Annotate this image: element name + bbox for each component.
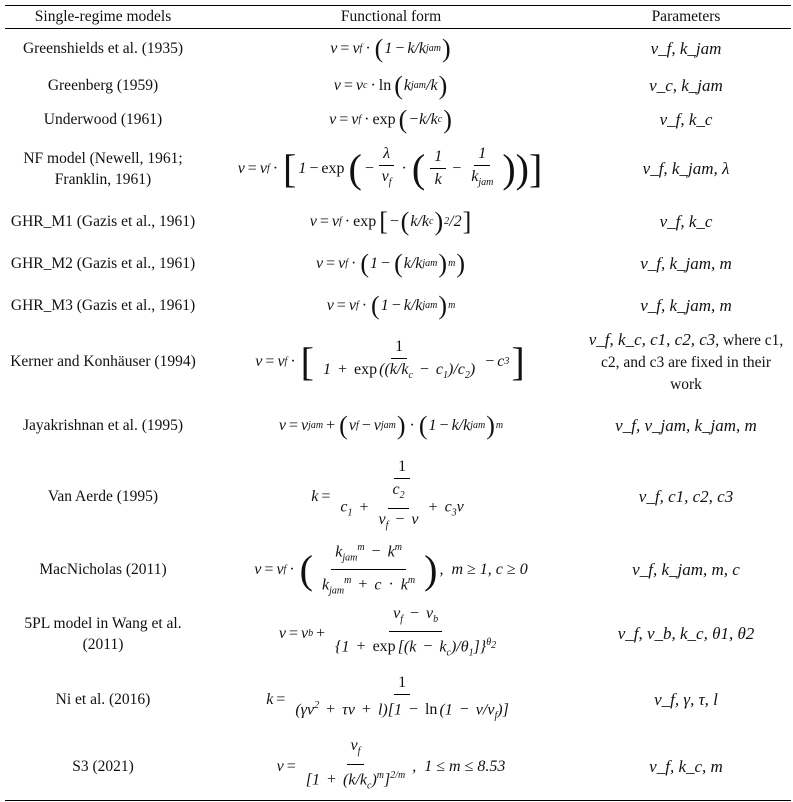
model-name: Underwood (1961)	[43, 111, 163, 128]
model-name: GHR_M2 (Gazis et al., 1961)	[10, 255, 196, 272]
table-row	[5, 667, 791, 733]
model-params: v_f, k_jam	[650, 39, 722, 59]
formula-van-aerde: k = 1 $c_1$ + $\frac{c_2}{v_f - v}$ + $c_3v$	[311, 458, 464, 531]
table-row	[5, 455, 791, 539]
model-params-note: , where c1, c2, and c3 are fixed in their work	[601, 331, 784, 393]
model-params: v_f, γ, τ, l	[654, 690, 718, 710]
model-name: MacNicholas (2011)	[39, 561, 167, 579]
model-params: v_f, v_b, k_c, θ1, θ2	[617, 624, 755, 644]
table-row	[5, 201, 791, 243]
s3-condition: 1 ≤ m ≤ 8.53	[424, 757, 506, 775]
model-params: v_c, k_jam	[649, 76, 723, 95]
header-parameters: Parameters	[581, 6, 791, 29]
model-params: v_f, k_c, c1, c2, c3	[588, 329, 716, 349]
model-params: v_f, k_jam, λ	[642, 159, 730, 178]
model-name: S3 (2021)	[5, 733, 201, 801]
table-row	[5, 733, 791, 801]
header-row	[5, 6, 791, 29]
table-row	[5, 103, 791, 137]
model-params: v_f, k_jam, m	[640, 296, 732, 315]
model-name: Greenshields et al. (1935)	[22, 40, 184, 58]
model-params: v_f, k_c, m	[581, 733, 791, 801]
formula-ghr-m2: v = v f · ( 1 − ( k/k jam ) m )	[316, 248, 465, 278]
formula-kerner-konhauser: v = v f · [ $\frac{1}{1 + \exp ((k/k_c - c_1)/c_2)}$ − c 3 ]	[255, 337, 525, 384]
model-params-cell	[581, 327, 791, 397]
formula-nf-model: v = v f · [ 1 − exp ( − $\frac{\lambda}{v_f}$ · ( $\frac{1}{k}$ − $\frac{1}{k_{jam}}$ ))]	[237, 144, 543, 191]
table-row	[5, 243, 791, 285]
formula-macnicholas: v = v f · ( $\frac{k_{jam}^m - k^m}{k_{jam}^m + c \cdot k^m}$ ) , m ≥ 1, c ≥ 0	[201, 539, 581, 601]
model-name: Greenberg (1959)	[47, 77, 159, 94]
table-row	[5, 285, 791, 327]
table-row	[5, 29, 791, 69]
formula-s3: v = $\frac{v_f}{[1 + (k/k_c)^m]^{2/m}}$ , 1 ≤ m ≤ 8.53	[201, 733, 581, 801]
model-name: GHR_M1 (Gazis et al., 1961)	[10, 213, 196, 230]
model-name: Jayakrishnan et al. (1995)	[22, 417, 184, 434]
model-params: v_f, k_c	[659, 110, 713, 129]
model-params: v_f, v_jam, k_jam, m	[615, 416, 757, 435]
formula-jayakrishnan: v = v jam + ( v f − v jam ) · ( 1 − k/k jam ) m	[278, 410, 504, 440]
table-row	[5, 137, 791, 201]
formula-5pl: v = v b + $\frac{v_f - v_b}{\{1 + \exp [(k - k_c)/\theta_1]\}^{\theta_2}}$	[278, 604, 497, 659]
table-row	[5, 69, 791, 103]
table-row	[5, 327, 791, 397]
table-row	[5, 601, 791, 667]
table-row	[5, 397, 791, 455]
formula-greenshields: v = v f · ( 1 − k/k jam )	[330, 33, 451, 63]
model-name: Ni et al. (2016)	[55, 691, 151, 709]
formula-ghr-m1: v = v f · exp [ − ( k/k c ) 2 /2 ]	[309, 206, 472, 236]
model-name: Kerner and Konhäuser (1994)	[10, 353, 196, 370]
header-functional-form: Functional form	[201, 6, 581, 29]
model-params: v_f, k_jam, m, c	[632, 560, 740, 580]
model-name: NF model (Newell, 1961; Franklin, 1961)	[23, 149, 183, 188]
formula-underwood: v = v f · exp ( −k/k c )	[329, 104, 452, 134]
model-params: v_f, k_c	[659, 212, 713, 231]
formula-ni: k = $\frac{1}{(\gamma v^2 + \tau v + l)[1 - \ln (1 - v/v_f)]}$	[266, 673, 509, 722]
model-params: v_f, c1, c2, c3	[638, 487, 734, 506]
model-name: Van Aerde (1995)	[47, 488, 159, 505]
formula-ghr-m3: v = v f · ( 1 − k/k jam ) m	[326, 290, 456, 320]
formula-greenberg: v = v c · ln ( k jam /k )	[333, 70, 448, 100]
traffic-models-table	[5, 5, 791, 801]
model-name: GHR_M3 (Gazis et al., 1961)	[10, 297, 196, 314]
header-models: Single-regime models	[5, 6, 201, 29]
model-name: 5PL model in Wang et al. (2011)	[24, 614, 182, 653]
table-row	[5, 539, 791, 601]
model-params: v_f, k_jam, m	[640, 254, 732, 273]
macnicholas-condition: m ≥ 1, c ≥ 0	[451, 561, 528, 579]
